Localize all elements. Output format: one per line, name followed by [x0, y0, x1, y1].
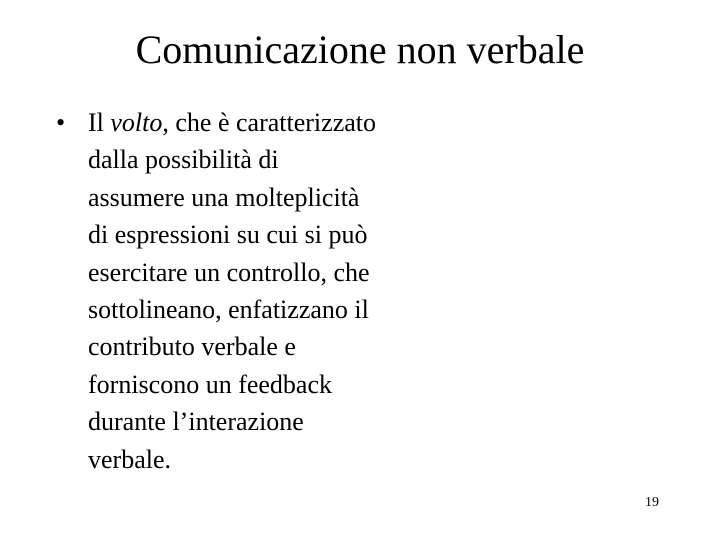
text-segment: sottolineano, enfatizzano il	[88, 295, 369, 325]
text-segment: , che è caratterizzato	[162, 108, 377, 137]
text-segment: forniscono un feedback	[88, 369, 333, 399]
text-segment: contributo verbale e	[88, 332, 296, 362]
text-segment: esercitare un controllo, che	[88, 257, 370, 287]
slide-title: Comunicazione non verbale	[135, 27, 585, 72]
bullet-text-line	[88, 179, 376, 216]
text-segment: dalla possibilità di	[88, 145, 279, 175]
bullet-text-line	[88, 441, 376, 478]
text-segment: durante l’interazione	[88, 407, 304, 437]
text-segment: verbale.	[88, 444, 172, 474]
bullet-marker: •	[56, 108, 66, 137]
bullet-text-line	[88, 403, 376, 440]
bullet-text-line	[88, 104, 376, 141]
text-segment: di espressioni su cui si può	[88, 220, 368, 250]
bullet-text-line	[88, 366, 376, 403]
bullet-text-line	[88, 328, 376, 365]
bullet-text-line	[88, 254, 376, 291]
bullet-text-line	[88, 216, 376, 253]
bullet-text-line	[88, 291, 376, 328]
emphasized-word: volto	[110, 108, 163, 137]
text-segment: assumere una molteplicità	[88, 182, 360, 212]
bullet-text	[88, 104, 376, 478]
page-number: 19	[645, 495, 659, 510]
bullet-text-line	[88, 141, 376, 178]
text-segment: Il	[88, 108, 111, 137]
